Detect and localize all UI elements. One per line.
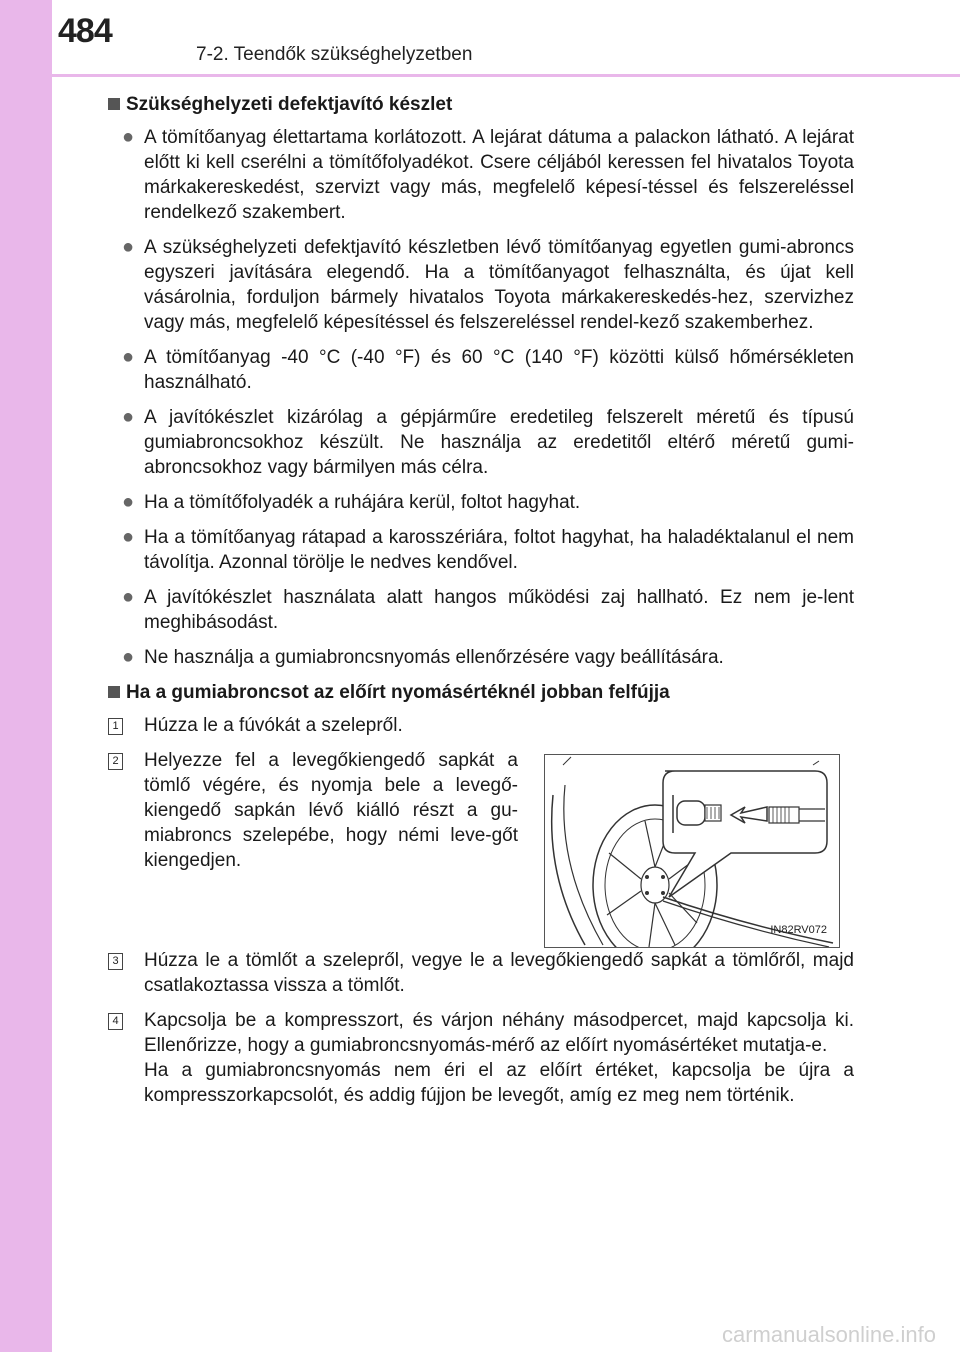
section-heading-repair-kit: Szükséghelyzeti defektjavító készlet	[108, 92, 854, 117]
step-3: 3 Húzza le a tömlőt a szelepről, vegye le a levegőkiengedő sapkát a tömlőről, majd csatlakoztassa vissza a tömlőt.	[108, 948, 854, 998]
circle-bullet-icon: ●	[122, 346, 135, 368]
section-heading-overinflation: Ha a gumiabroncsot az előírt nyomásértéknél jobban felfújja	[108, 680, 854, 705]
step-number-badge: 3	[108, 953, 123, 970]
list-item: ● A javítókészlet kizárólag a gépjárműre eredetileg felszerelt méretű és típusú gumiabroncsokhoz készült. Ne használja az eredetitől eltérő méretű gumi-abroncsokhoz vagy bármilyen más célra.	[108, 405, 854, 480]
header-divider	[52, 74, 960, 77]
circle-bullet-icon: ●	[122, 646, 135, 668]
step-4	[108, 1008, 854, 1108]
step-2-block	[108, 748, 854, 948]
step-number-badge: 4	[108, 1013, 123, 1030]
list-item: ● A tömítőanyag élettartama korlátozott. A lejárat dátuma a palackon látható. A lejárat előtt ki kell cserélni a tömítőfolyadékot. Csere céljából keressen fel hivatalos Toyota márkakereskedést, szervizt vagy más, megfelelő képesí-téssel és felszereléssel rendelkező szakembert.	[108, 125, 854, 225]
circle-bullet-icon: ●	[122, 491, 135, 513]
list-item: ● Ha a tömítőfolyadék a ruhájára kerül, foltot hagyhat.	[108, 490, 854, 515]
step-number-badge: 2	[108, 753, 123, 770]
chapter-title: 7-2. Teendők szükséghelyzetben	[196, 44, 473, 65]
step-4-text-continued: Ha a gumiabroncsnyomás nem éri el az előírt értéket, kapcsolja be újra a kompresszorkapcsolót, és addig fújjon be levegőt, amíg ez meg nem történik.	[144, 1060, 854, 1106]
figure-code: IN82RV072	[770, 924, 827, 936]
square-bullet-icon	[108, 98, 120, 110]
circle-bullet-icon: ●	[122, 126, 135, 148]
page-number: 484	[58, 12, 112, 50]
list-item: ● Ne használja a gumiabroncsnyomás ellenőrzésére vagy beállítására.	[108, 645, 854, 670]
circle-bullet-icon: ●	[122, 406, 135, 428]
page-content	[108, 92, 854, 1118]
list-item: ● A javítókészlet használata alatt hangos működési zaj hallható. Ez nem je-lent meghibásodást.	[108, 585, 854, 635]
square-bullet-icon	[108, 686, 120, 698]
list-item: ● A tömítőanyag -40 °C (-40 °F) és 60 °C (140 °F) közötti külső hőmérsékleten használható.	[108, 345, 854, 395]
list-item: ● Ha a tömítőanyag rátapad a karosszériára, foltot hagyhat, ha haladéktalanul el nem távolítja. Azonnal törölje le nedves kendővel.	[108, 525, 854, 575]
step-4-text: Kapcsolja be a kompresszort, és várjon néhány másodpercet, majd kapcsolja ki. Ellenőrizze, hogy a gumiabroncsnyomás-mérő az előírt nyomásértéket mutatja-e.	[144, 1010, 854, 1056]
watermark: carmanualsonline.info	[721, 1322, 936, 1347]
tire-valve-illustration	[544, 754, 840, 948]
step-2: 2 Helyezze fel a levegőkiengedő sapkát a tömlő végére, és nyomja bele a levegő-kiengedő sapkán lévő kiálló részt a gu-miabroncs szelepébe, hogy némi leve-gőt kiengedjen.	[108, 748, 518, 873]
side-color-band	[0, 0, 52, 1352]
circle-bullet-icon: ●	[122, 526, 135, 548]
step-number-badge: 1	[108, 718, 123, 735]
circle-bullet-icon: ●	[122, 586, 135, 608]
circle-bullet-icon: ●	[122, 236, 135, 258]
list-item: ● A szükséghelyzeti defektjavító készletben lévő tömítőanyag egyetlen gumi-abroncs egyszeri javítására elegendő. Ha a tömítőanyagot felhasználta, és újat kell vásárolnia, forduljon bármely hivatalos Toyota márkakereskedés-hez, szervizhez vagy más, megfelelő képesítéssel és felszereléssel rendel-kező szakemberhez.	[108, 235, 854, 335]
step-1: 1 Húzza le a fúvókát a szelepről.	[108, 713, 854, 738]
